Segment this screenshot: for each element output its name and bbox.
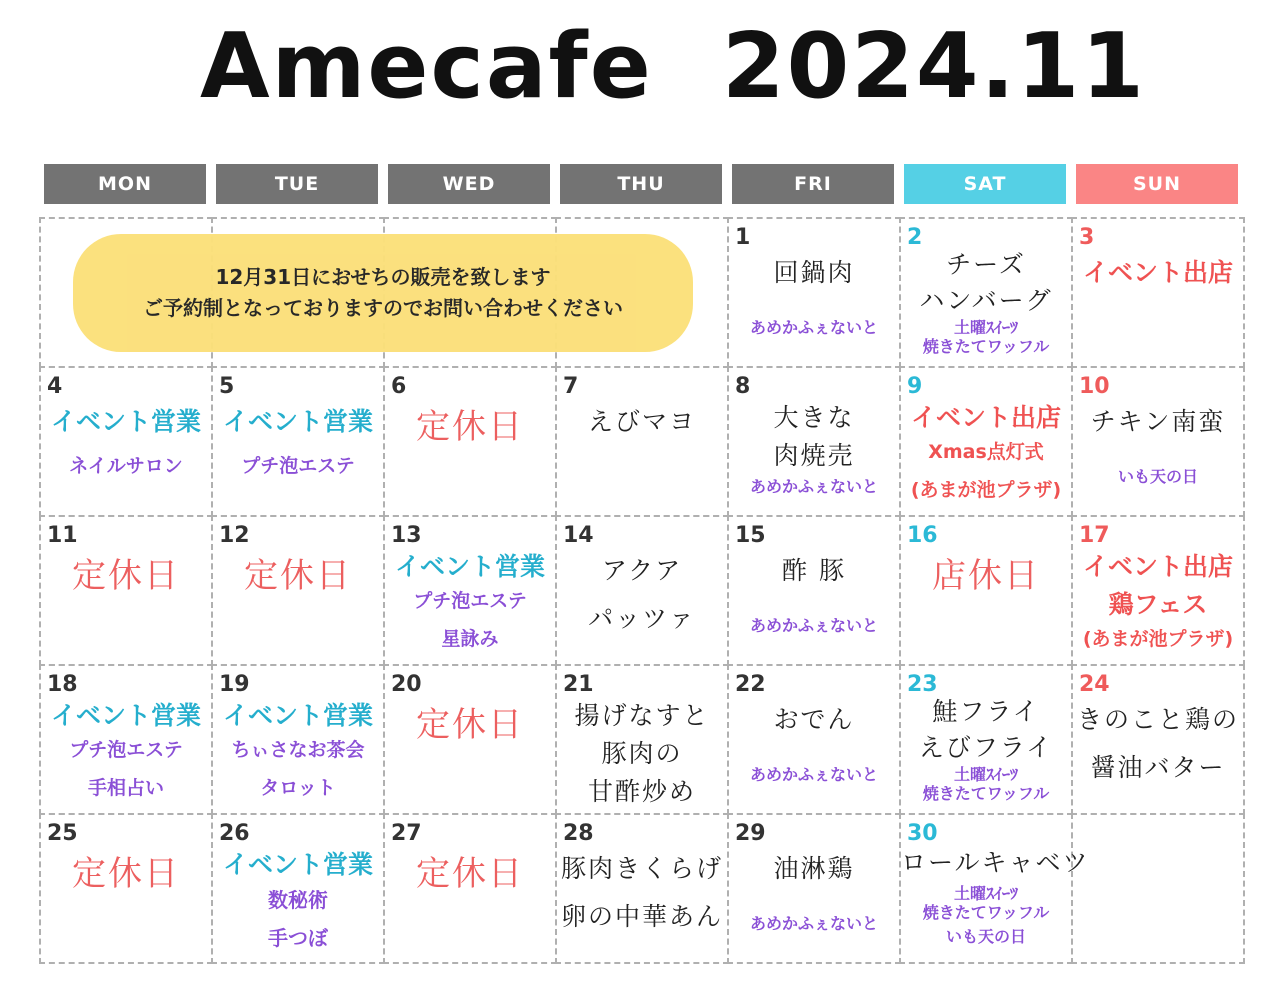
day-line-evt-red: 鶏フェス	[1108, 590, 1208, 619]
day-cell-18	[39, 664, 213, 815]
day-cell-11	[39, 515, 213, 666]
day-line-menu: 豚肉きくらげ	[560, 854, 723, 883]
day-line-menu: 鮭フライ	[932, 697, 1040, 726]
weekday-header-sat: SAT	[904, 164, 1066, 204]
day-line-menu: パッツァ	[588, 604, 696, 633]
day-cell-13	[383, 515, 557, 666]
day-line-menu: 醤油バター	[1090, 753, 1226, 782]
day-line-menu: チーズ	[946, 250, 1026, 279]
day-number: 14	[563, 523, 594, 548]
day-line-purple: ネイルサロン	[69, 455, 183, 477]
day-number: 8	[735, 374, 751, 399]
day-number: 4	[47, 374, 63, 399]
day-number: 24	[1079, 672, 1110, 697]
day-line-closed: 店休日	[932, 556, 1040, 596]
day-number: 22	[735, 672, 766, 697]
day-cell-7	[555, 366, 729, 517]
day-cell-10	[1071, 366, 1245, 517]
day-line-evt-red: イベント出店	[1082, 552, 1233, 581]
day-cell-27	[383, 813, 557, 964]
day-line-purple-sm: 焼きたてワッフル	[922, 337, 1050, 356]
day-number: 16	[907, 523, 938, 548]
day-line-menu: チキン南蛮	[1090, 407, 1226, 436]
day-line-purple-sm: 土曜ｽｲｰﾂ	[953, 884, 1018, 903]
day-line-closed: 定休日	[416, 705, 524, 745]
weekday-header-row	[44, 164, 1238, 204]
day-line-closed: 定休日	[416, 407, 524, 447]
day-cell-4	[39, 366, 213, 517]
day-number: 12	[219, 523, 250, 548]
day-cell-12	[211, 515, 385, 666]
day-line-purple: 手相占い	[87, 777, 164, 799]
day-line-menu: えびマヨ	[587, 407, 696, 436]
day-line-menu: 大きな	[773, 403, 855, 432]
weekday-header-wed: WED	[388, 164, 550, 204]
day-number: 30	[907, 821, 938, 846]
day-line-evt-teal: イベント営業	[50, 407, 201, 436]
day-line-evt-teal: イベント営業	[394, 552, 545, 581]
day-line-evt-teal: イベント営業	[222, 701, 373, 730]
day-line-menu: 甘酢炒め	[587, 777, 696, 806]
day-line-red-sub: Xmas点灯式	[928, 441, 1044, 463]
day-line-menu: アクア	[601, 556, 683, 585]
day-line-purple-sm: いも天の日	[1117, 467, 1198, 486]
day-number: 15	[735, 523, 766, 548]
day-number: 29	[735, 821, 766, 846]
day-line-menu: ハンバーグ	[919, 286, 1053, 315]
day-line-closed: 定休日	[244, 556, 352, 596]
day-line-purple: ちぃさなお茶会	[231, 739, 365, 761]
weekday-header-sun: SUN	[1076, 164, 1238, 204]
day-number: 27	[391, 821, 422, 846]
day-cell-26	[211, 813, 385, 964]
day-cell-28	[555, 813, 729, 964]
day-line-purple-sm: あめかふぇないと	[749, 914, 878, 933]
day-cell-19	[211, 664, 385, 815]
day-line-purple-sm: 土曜ｽｲｰﾂ	[953, 318, 1018, 337]
day-cell-16	[899, 515, 1073, 666]
day-line-menu: 回鍋肉	[773, 258, 855, 287]
day-line-menu: えびフライ	[918, 733, 1054, 762]
day-cell-14	[555, 515, 729, 666]
day-line-purple: プチ泡エステ	[413, 590, 527, 612]
day-line-menu: 油淋鶏	[773, 854, 855, 883]
day-number: 13	[391, 523, 422, 548]
day-number: 26	[219, 821, 250, 846]
day-line-menu: 揚げなすと	[574, 701, 710, 730]
day-line-purple-sm: あめかふぇないと	[749, 318, 878, 337]
day-line-closed: 定休日	[416, 854, 524, 894]
day-line-red-sub: (あまが池プラザ)	[1082, 628, 1234, 650]
day-number: 19	[219, 672, 250, 697]
day-line-menu: ロールキャベツ	[901, 848, 1090, 877]
day-number: 7	[563, 374, 579, 399]
day-number: 5	[219, 374, 235, 399]
day-cell-1	[727, 217, 901, 368]
day-number: 28	[563, 821, 594, 846]
day-line-purple-sm: あめかふぇないと	[749, 616, 878, 635]
notice-line-1: 12月31日におせちの販売を致します	[215, 265, 551, 289]
day-line-evt-red: イベント出店	[1082, 258, 1233, 287]
day-line-purple: プチ泡エステ	[69, 739, 183, 761]
day-cell-5	[211, 366, 385, 517]
day-cell-8	[727, 366, 901, 517]
day-line-purple-sm: あめかふぇないと	[749, 477, 878, 496]
day-cell-6	[383, 366, 557, 517]
day-cell-29	[727, 813, 901, 964]
day-line-purple-sm: いも天の日	[945, 927, 1026, 946]
day-line-purple: プチ泡エステ	[241, 455, 355, 477]
day-line-evt-teal: イベント営業	[50, 701, 201, 730]
notice-banner	[73, 234, 693, 352]
day-cell-2	[899, 217, 1073, 368]
day-cell-24	[1071, 664, 1245, 815]
day-number: 25	[47, 821, 78, 846]
day-line-closed: 定休日	[72, 854, 180, 894]
day-number: 18	[47, 672, 78, 697]
day-number: 2	[907, 225, 923, 250]
day-line-purple-sm: 焼きたてワッフル	[922, 784, 1050, 803]
weekday-header-thu: THU	[560, 164, 722, 204]
day-line-purple-sm: 焼きたてワッフル	[922, 903, 1050, 922]
day-cell-21	[555, 664, 729, 815]
day-cell-9	[899, 366, 1073, 517]
day-cell-20	[383, 664, 557, 815]
day-number: 20	[391, 672, 422, 697]
day-cell-3	[1071, 217, 1245, 368]
day-line-closed: 定休日	[72, 556, 180, 596]
day-line-menu: きのこと鶏の	[1076, 705, 1239, 734]
day-line-purple: タロット	[260, 777, 336, 799]
day-line-purple-big: 数秘術	[268, 888, 328, 912]
day-number: 17	[1079, 523, 1110, 548]
empty-cell	[1071, 813, 1245, 964]
day-cell-17	[1071, 515, 1245, 666]
day-line-menu: 肉焼売	[773, 441, 855, 470]
day-cell-30	[899, 813, 1090, 964]
day-line-red-sub: (あまが池プラザ)	[910, 479, 1062, 501]
weekday-header-fri: FRI	[732, 164, 894, 204]
day-line-evt-red: イベント出店	[910, 403, 1061, 432]
weekday-header-mon: MON	[44, 164, 206, 204]
day-line-purple-sm: あめかふぇないと	[749, 765, 878, 784]
day-line-purple-sm: 土曜ｽｲｰﾂ	[953, 765, 1018, 784]
day-number: 23	[907, 672, 938, 697]
day-line-evt-teal: イベント営業	[222, 850, 373, 879]
day-cell-23	[899, 664, 1073, 815]
day-cell-15	[727, 515, 901, 666]
day-line-menu: 豚肉の	[601, 739, 683, 768]
day-cell-25	[39, 813, 213, 964]
day-line-purple-big: 手つぼ	[268, 926, 328, 950]
day-line-evt-teal: イベント営業	[222, 407, 373, 436]
day-number: 11	[47, 523, 78, 548]
day-number: 6	[391, 374, 407, 399]
day-line-menu: 酢 豚	[782, 556, 846, 585]
day-line-menu: 卵の中華あん	[560, 902, 723, 931]
day-number: 3	[1079, 225, 1095, 250]
day-cell-22	[727, 664, 901, 815]
day-number: 1	[735, 225, 751, 250]
cafe-name: Amecafe	[200, 14, 653, 119]
day-number: 10	[1079, 374, 1110, 399]
day-line-purple: 星詠み	[441, 628, 499, 650]
day-line-menu: おでん	[773, 705, 855, 734]
calendar-month: 2024.11	[722, 14, 1146, 119]
day-number: 9	[907, 374, 923, 399]
day-number: 21	[563, 672, 594, 697]
weekday-header-tue: TUE	[216, 164, 378, 204]
notice-line-2: ご予約制となっておりますのでお問い合わせください	[143, 296, 623, 320]
